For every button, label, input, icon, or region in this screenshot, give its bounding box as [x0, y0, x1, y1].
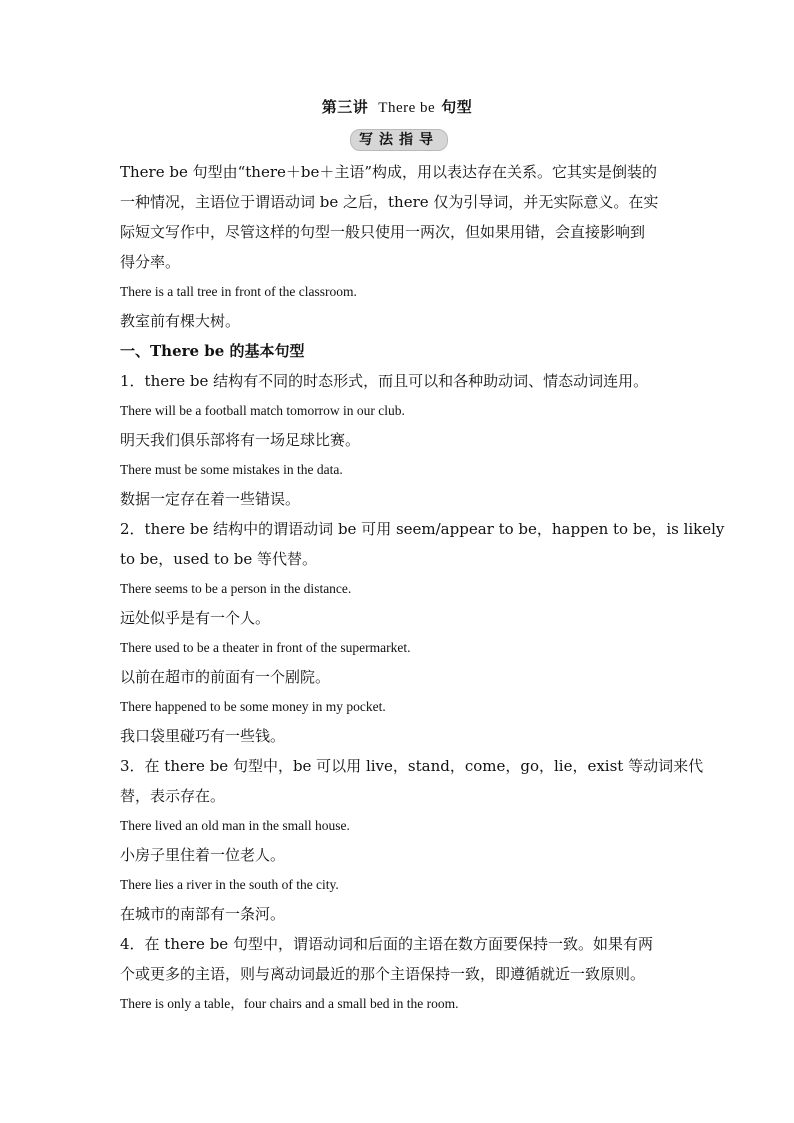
title-part-3: 句型: [441, 98, 473, 116]
intro-line: 际短文写作中，尽管这样的句型一般只使用一两次，但如果用错，会直接影响到: [120, 223, 646, 241]
example-sentence: There lies a river in the south of the city.: [120, 877, 339, 892]
example-translation: 我口袋里碰巧有一些钱。: [120, 727, 286, 745]
intro-line: 得分率。: [120, 253, 181, 271]
example-sentence: There happened to be some money in my pocket.: [120, 699, 386, 714]
example-sentence: There will be a football match tomorrow in our club.: [120, 403, 405, 418]
body-text: [120, 157, 725, 1018]
example-translation: 教室前有棵大树。: [120, 312, 241, 330]
page-title: [0, 96, 794, 117]
example-translation: 远处似乎是有一个人。: [120, 609, 271, 627]
example-translation: 以前在超市的前面有一个剧院。: [120, 668, 331, 686]
rule-line: 替，表示存在。: [120, 787, 226, 805]
title-part-2: There be: [378, 100, 436, 116]
example-sentence: There lived an old man in the small house.: [120, 818, 350, 833]
rule-line: 3．在 there be 句型中，be 可以用 live，stand，come，go，lie，exist 等动词来代: [120, 757, 704, 775]
example-sentence: There must be some mistakes in the data.: [120, 462, 343, 477]
example-translation: 明天我们俱乐部将有一场足球比赛。: [120, 431, 361, 449]
example-sentence: There seems to be a person in the distance.: [120, 581, 352, 596]
rule-line: to be，used to be 等代替。: [120, 550, 317, 568]
example-sentence: There is only a table，four chairs and a small bed in the room.: [120, 996, 459, 1011]
rule-line: 1．there be 结构有不同的时态形式，而且可以和各种助动词、情态动词连用。: [120, 372, 649, 390]
example-translation: 在城市的南部有一条河。: [120, 905, 286, 923]
example-sentence: There is a tall tree in front of the classroom.: [120, 284, 357, 299]
rule-line: 2．there be 结构中的谓语动词 be 可用 seem/appear to be，happen to be，is likely: [120, 520, 725, 538]
intro-line: There be 句型由“there＋be＋主语”构成，用以表达存在关系。它其实是倒装的: [120, 163, 658, 181]
intro-line: 一种情况，主语位于谓语动词 be 之后，there 仅为引导词，并无实际意义。在实: [120, 193, 659, 211]
section-heading: 一、There be 的基本句型: [120, 342, 305, 360]
example-sentence: There used to be a theater in front of the supermarket.: [120, 640, 411, 655]
example-translation: 数据一定存在着一些错误。: [120, 490, 301, 508]
example-translation: 小房子里住着一位老人。: [120, 846, 286, 864]
section-banner: 写法指导: [350, 129, 448, 151]
rule-line: 4．在 there be 句型中，谓语动词和后面的主语在数方面要保持一致。如果有两: [120, 935, 653, 953]
title-part-1: 第三讲: [321, 98, 369, 116]
rule-line: 个或更多的主语，则与离动词最近的那个主语保持一致，即遵循就近一致原则。: [120, 965, 646, 983]
